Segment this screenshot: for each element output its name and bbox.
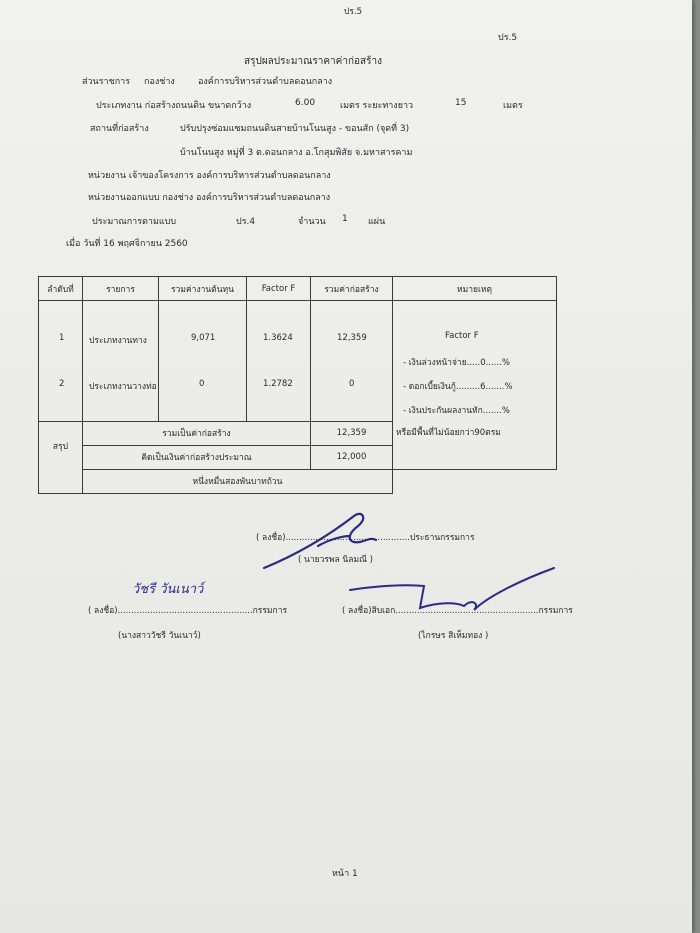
- remarks-title: Factor F: [445, 331, 479, 342]
- top-form-code: ปร.5: [344, 7, 363, 17]
- summary-label: สรุป: [52, 441, 69, 452]
- agency-org: องค์การบริหารส่วนตำบลดอนกลาง: [198, 77, 333, 87]
- table-header-row: [39, 277, 557, 301]
- estimate-label: ประมาณการตามแบบ: [92, 217, 177, 227]
- row-1-cost: 9,071: [191, 332, 216, 343]
- table-row: [39, 301, 557, 422]
- estimate-count-label: จำนวน: [298, 217, 326, 227]
- words-spacer-cell: [39, 469, 83, 493]
- row-2-no: 2: [59, 378, 65, 389]
- project-label: ประเภทงาน ก่อสร้างถนนดิน ขนาดกว้าง: [96, 101, 252, 111]
- words-row: [39, 469, 557, 493]
- rounded-value-cell: [311, 445, 393, 469]
- member1-name: (นางสาววัชรี วันเนาว์): [118, 631, 201, 641]
- agency-division: กองช่าง: [144, 77, 175, 87]
- rounded-label: คิดเป็นเงินค่าก่อสร้างประมาณ: [141, 453, 252, 464]
- header-total: รวมค่าก่อสร้าง: [311, 277, 393, 301]
- member2-signature-line: ( ลงชื่อ)สิบเอก.....................................................กรรมการ: [342, 606, 573, 616]
- sum-value: 12,359: [336, 428, 367, 439]
- row-factor-cell: [247, 301, 311, 422]
- row-2-cost: 0: [199, 378, 205, 389]
- project-unit: เมตร: [503, 101, 523, 111]
- member1-handwritten-name: วัชรี วันเนาว์: [132, 582, 204, 597]
- words-cell: [83, 469, 393, 493]
- header-remarks: หมายเหตุ: [393, 277, 557, 301]
- row-total-cell: [311, 301, 393, 422]
- amount-in-words: หนึ่งหมื่นสองพันบาทถ้วน: [192, 477, 283, 488]
- row-item-cell: [83, 301, 159, 422]
- designer-line: หน่วยงานออกแบบ กองช่าง องค์การบริหารส่วนตำบลดอนกลาง: [88, 193, 331, 203]
- project-width: 6.00: [295, 98, 316, 108]
- row-2-item: ประเภทงานวางท่อ: [89, 381, 157, 392]
- header-cost: รวมค่างานต้นทุน: [159, 277, 247, 301]
- document-date: เมื่อ วันที่ 16 พฤศจิกายน 2560: [66, 239, 188, 249]
- row-1-total: 12,359: [337, 332, 367, 343]
- form-code: ปร.5: [498, 33, 518, 43]
- row-1-no: 1: [59, 332, 65, 343]
- row-cost-cell: [159, 301, 247, 422]
- remarks-note: หรือมีพื้นที่ไม่น้อยกว่า90ตรม: [396, 428, 501, 439]
- rounded-label-cell: [83, 445, 311, 469]
- location-label: สถานที่ก่อสร้าง: [90, 124, 149, 134]
- document-title: สรุปผลประมาณราคาค่าก่อสร้าง: [244, 56, 383, 67]
- chair-name: ( นายวรพล นิลมณี ): [298, 555, 373, 565]
- estimate-count: 1: [342, 214, 348, 224]
- member1-signature-line: ( ลงชื่อ)..................................................กรรมการ: [88, 606, 288, 616]
- header-item: รายการ: [83, 277, 159, 301]
- row-2-total: 0: [349, 378, 355, 389]
- location-line2: บ้านโนนสูง หมู่ที่ 3 ต.ดอนกลาง อ.โกสุมพิสัย จ.มหาสารคาม: [180, 148, 413, 158]
- remarks-retention: - เงินประกันผลงานหัก.......%: [403, 406, 510, 417]
- sum-label-cell: [83, 421, 311, 445]
- row-2-factor: 1.2782: [263, 378, 293, 389]
- estimate-form: ปร.4: [236, 217, 256, 227]
- remarks-advance: - เงินล่วงหน้าจ่าย.....0......%: [403, 358, 510, 369]
- remarks-interest: - ดอกเบี้ยเงินกู้.........6.......%: [403, 382, 513, 393]
- project-length: 15: [455, 98, 467, 108]
- words-empty-cell: [393, 469, 557, 493]
- project-mid: เมตร ระยะทางยาว: [340, 101, 414, 111]
- summary-label-cell: [39, 421, 83, 469]
- member2-name: (ไกรษร สิเห็มทอง ): [418, 631, 489, 641]
- remarks-cell: [393, 301, 557, 470]
- row-1-item: ประเภทงานทาง: [89, 335, 147, 346]
- agency-label: ส่วนราชการ: [82, 77, 131, 87]
- rounded-value: 12,000: [336, 452, 367, 463]
- estimate-sheet: แผ่น: [368, 217, 386, 227]
- sum-value-cell: [311, 421, 393, 445]
- sum-label: รวมเป็นค่าก่อสร้าง: [162, 429, 231, 440]
- row-1-factor: 1.3624: [263, 332, 293, 343]
- header-factor: Factor F: [247, 277, 311, 301]
- chair-signature-line: ( ลงชื่อ)..............................................ประธานกรรมการ: [256, 533, 475, 543]
- owner-line: หน่วยงาน เจ้าของโครงการ องค์การบริหารส่วนตำบลดอนกลาง: [88, 171, 331, 181]
- location-line1: ปรับปรุงซ่อมแซมถนนดินสายบ้านโนนสูง - ขอนสัก (จุดที่ 3): [180, 124, 410, 134]
- header-no: ลำดับที่: [39, 277, 83, 301]
- cost-summary-table: [38, 276, 557, 494]
- page-number: หน้า 1: [332, 869, 358, 879]
- row-no-cell: [39, 301, 83, 422]
